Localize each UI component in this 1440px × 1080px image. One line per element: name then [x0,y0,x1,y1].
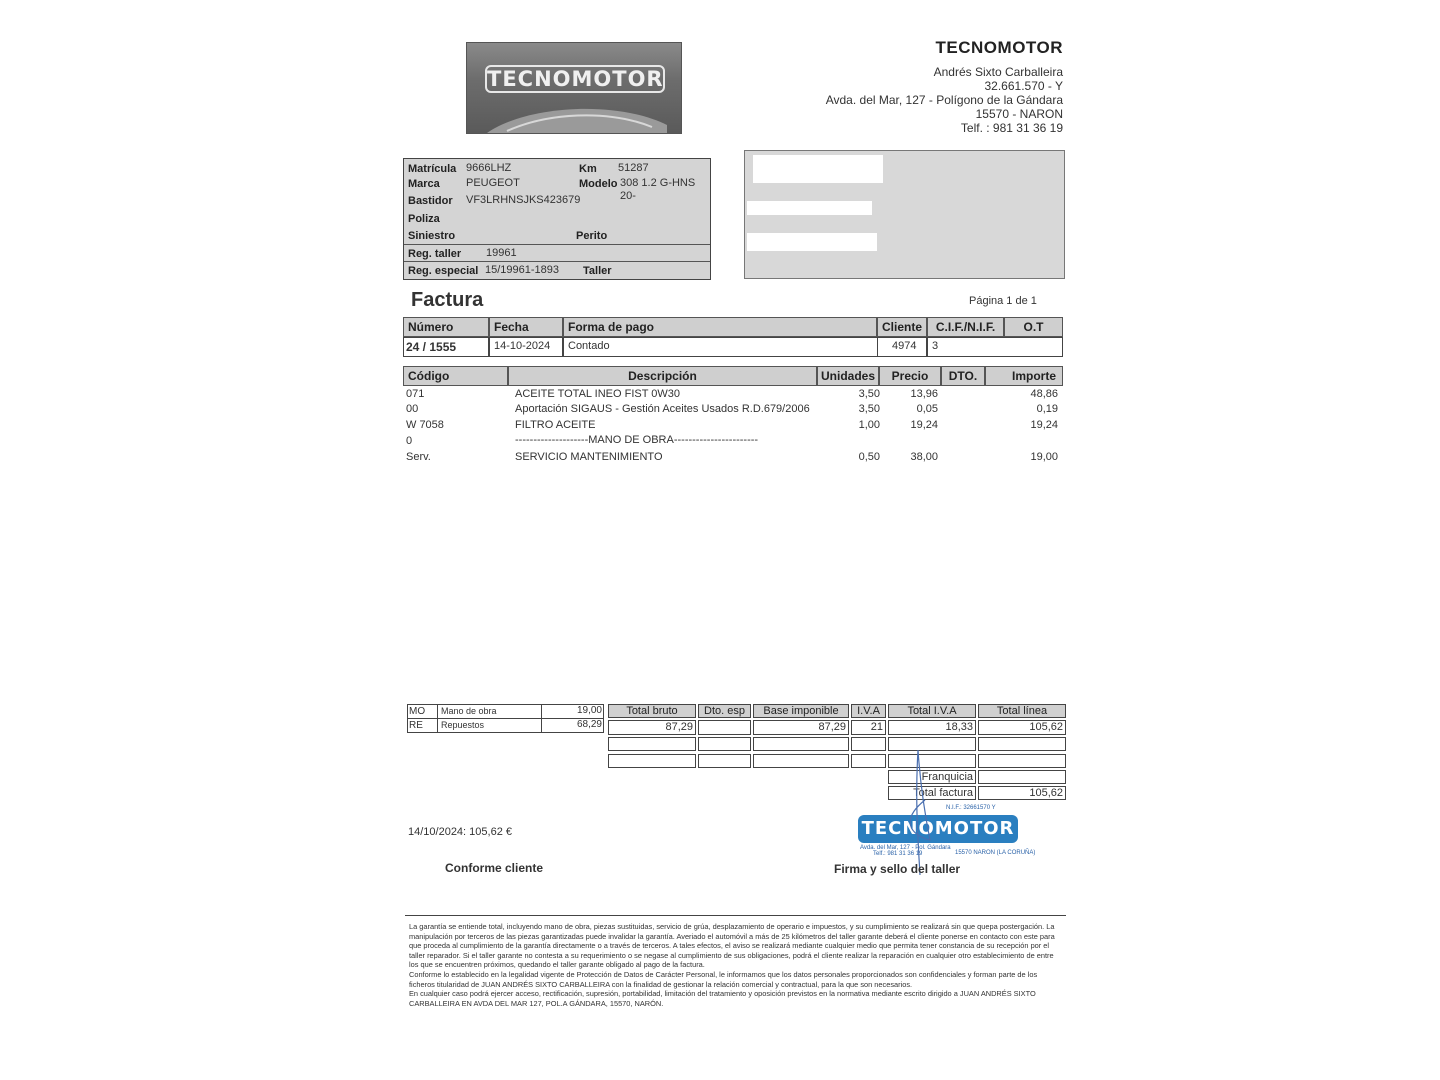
modelo-value-2: 20- [620,190,636,202]
item-price: 13,96 [910,388,938,400]
dto-esp-value [698,720,751,735]
footer-divider [405,915,1066,916]
item-units: 3,50 [858,388,880,400]
customer-cif: 3 [932,340,939,352]
item-description: Aportación SIGAUS - Gestión Aceites Usados R.D.679/2006 [515,403,810,415]
company-name: TECNOMOTOR [935,38,1063,57]
reg-taller-label: Reg. taller [408,248,462,260]
payment-method: Contado [568,340,610,352]
invoice-title: Factura [411,289,484,311]
item-price: 38,00 [910,451,938,463]
mo-code: MO [409,706,426,717]
item-code: W 7058 [406,419,444,431]
marca-label: Marca [408,178,440,190]
item-description: SERVICIO MANTENIMIENTO [515,451,663,463]
taller-label: Taller [583,265,612,277]
base-imponible-value: 87,29 [753,720,849,735]
header-cliente: Cliente [877,317,927,337]
poliza-label: Poliza [408,213,440,225]
header-fecha: Fecha [489,317,563,337]
invoice-date: 14-10-2024 [494,340,551,352]
company-city: 15570 - NARON [975,107,1063,121]
item-amount: 48,86 [1030,388,1058,400]
payment-note: 14/10/2024: 105,62 € [408,826,512,838]
legal-text [409,922,1061,1008]
header-base-imponible: Base imponible [753,704,849,718]
reg-especial-value: 15/19961-1893 [485,264,560,276]
mo-label: Mano de obra [441,706,497,716]
bastidor-label: Bastidor [408,195,453,207]
empty-cell [753,754,849,768]
empty-cell [753,737,849,751]
car-silhouette-icon [467,95,681,133]
vehicle-info-box [403,158,711,280]
signature-scribble [890,740,950,880]
empty-cell [698,754,751,768]
divider [404,261,710,262]
company-owner: Andrés Sixto Carballeira [933,65,1063,79]
header-total-bruto: Total bruto [608,704,696,718]
header-ot: O.T [1004,317,1063,337]
company-address: Avda. del Mar, 127 - Polígono de la Gándara [825,93,1063,107]
stamp-nif: N.I.F.: 32661570 Y [946,805,996,811]
stamp-name: TECNOMOTOR [861,818,1015,839]
item-units: 1,00 [858,419,880,431]
item-amount: 0,19 [1036,403,1058,415]
item-amount: 19,24 [1030,419,1058,431]
item-code: Serv. [406,451,431,463]
matricula-value: 9666LHZ [466,162,512,174]
total-factura-label-cell: Total factura [888,786,976,800]
signature-workshop-label: Firma y sello del taller [834,862,961,876]
header-cif: C.I.F./N.I.F. [927,317,1004,337]
redaction [747,233,877,251]
header-total-iva: Total I.V.A [888,704,976,718]
empty-cell [978,737,1066,751]
empty-cell [698,737,751,751]
item-code: 071 [406,388,425,400]
marca-value: PEUGEOT [466,177,520,189]
cif-cell [927,337,1063,357]
iva-value: 21 [851,720,886,735]
stamp-city: 15570 NARON (LA CORUÑA) [955,850,1036,856]
invoice-number: 24 / 1555 [406,340,457,354]
siniestro-label: Siniestro [408,230,456,242]
item-price: 0,05 [916,403,938,415]
empty-cell [978,754,1066,768]
header-precio: Precio [879,366,941,386]
legal-warranty: La garantía se entiende total, incluyendo mano de obra, piezas sustituidas, servicio de grúa, desplazamiento de operario e impuestos, y su cumplimiento se realizará sin que quepa postergación. La manipulación por terceros de las piezas garantizadas puede invalidar la garantía. Averiado el automóvil a más de 25 kilómetros del taller garante deberá el cliente ponerse en contacto con este para que proceda al cumplimiento de la garantía directamente o a través de terceros. A tales efectos, el aviso se realizará mediante cualquier medio que permita tener constancia de su recepción por el taller reparador. Si el taller garante no contesta a su requerimiento o se negase al cumplimiento de sus obligaciones, podrá el cliente realizar la reparación en cualquier otro establecimiento de entre los que se encuentren próximos, quedando el taller garante obligado al pago de la factura. [409,922,1055,970]
total-factura-value: 105,62 [978,786,1066,800]
franquicia-value-cell [978,770,1066,784]
item-units: 0,50 [858,451,880,463]
km-value: 51287 [618,162,649,174]
stamp-address: Avda. del Mar, 127 - Pol. Gándara [860,845,951,851]
forma-pago-cell [563,337,877,357]
legal-data-protection: Conforme lo establecido en la legalidad vigente de Protección de Datos de Carácter Personal, le informamos que los datos personales proporcionados son confidenciales y forman parte de los ficheros titularidad de JUAN ANDRÉS SIXTO CARBALLEIRA con la finalidad de gestionar la relación comercial y contractual, para la que son necesarios. [409,969,1038,989]
item-description: ACEITE TOTAL INEO FIST 0W30 [515,388,681,400]
item-description: --------------------MANO DE OBRA----------------------- [515,434,759,446]
divider [404,244,710,245]
header-forma-pago: Forma de pago [563,317,877,337]
reg-especial-label: Reg. especial [408,265,479,277]
item-code: 0 [406,435,413,447]
page-indicator: Página 1 de 1 [969,295,1037,307]
header-codigo: Código [403,366,508,386]
signature-customer-label: Conforme cliente [445,861,544,875]
total-iva-value: 18,33 [888,720,976,735]
empty-cell [608,737,696,751]
header-importe: Importe [985,366,1063,386]
empty-cell [851,737,886,751]
company-logo [466,42,682,134]
company-phone: Telf. : 981 31 36 19 [960,121,1063,135]
re-code: RE [409,720,423,731]
customer-number: 4974 [892,340,917,352]
redaction [753,155,883,183]
header-numero: Número [403,317,489,337]
company-nif: 32.661.570 - Y [984,79,1063,93]
km-label: Km [579,163,597,175]
header-dto-esp: Dto. esp [698,704,751,718]
header-iva: I.V.A [851,704,886,718]
total-linea-value: 105,62 [978,720,1066,735]
re-label: Repuestos [441,720,485,730]
item-price: 19,24 [910,419,938,431]
header-unidades: Unidades [817,366,879,386]
modelo-label: Modelo [579,178,618,190]
header-descripcion: Descripción [508,366,817,386]
stamp-phone: Telf.: 981 31 36 19 [873,851,923,857]
header-dto: DTO. [941,366,985,386]
matricula-label: Matrícula [408,163,457,175]
bastidor-value: VF3LRHNSJKS423679 [466,194,581,206]
legal-rights: En cualquier caso podrá ejercer acceso, rectificación, supresión, portabilidad, limitación del tratamiento y oposición previstos en la normativa mediante escrito dirigido a JUAN ANDRÉS SIXTO CARBALLEIRA EN AVDA DEL MAR 127, POL.A GÁNDARA, 15570, NARÓN. [409,989,1036,1008]
modelo-value: 308 1.2 G-HNS [620,177,696,189]
item-description: FILTRO ACEITE [515,419,596,431]
item-units: 3,50 [858,403,880,415]
customer-info-box-redacted [744,150,1065,279]
franquicia-label-cell: Franquicia [888,770,976,784]
header-total-linea: Total línea [978,704,1066,718]
total-bruto-value: 87,29 [608,720,696,735]
perito-label: Perito [576,230,608,242]
re-value: 68,29 [576,719,602,730]
empty-cell [851,754,886,768]
empty-cell [608,754,696,768]
logo-text: TECNOMOTOR [487,67,664,91]
item-amount: 19,00 [1030,451,1058,463]
redaction [747,201,872,215]
item-code: 00 [406,403,419,415]
reg-taller-value: 19961 [486,247,517,259]
mo-value: 19,00 [576,705,602,716]
